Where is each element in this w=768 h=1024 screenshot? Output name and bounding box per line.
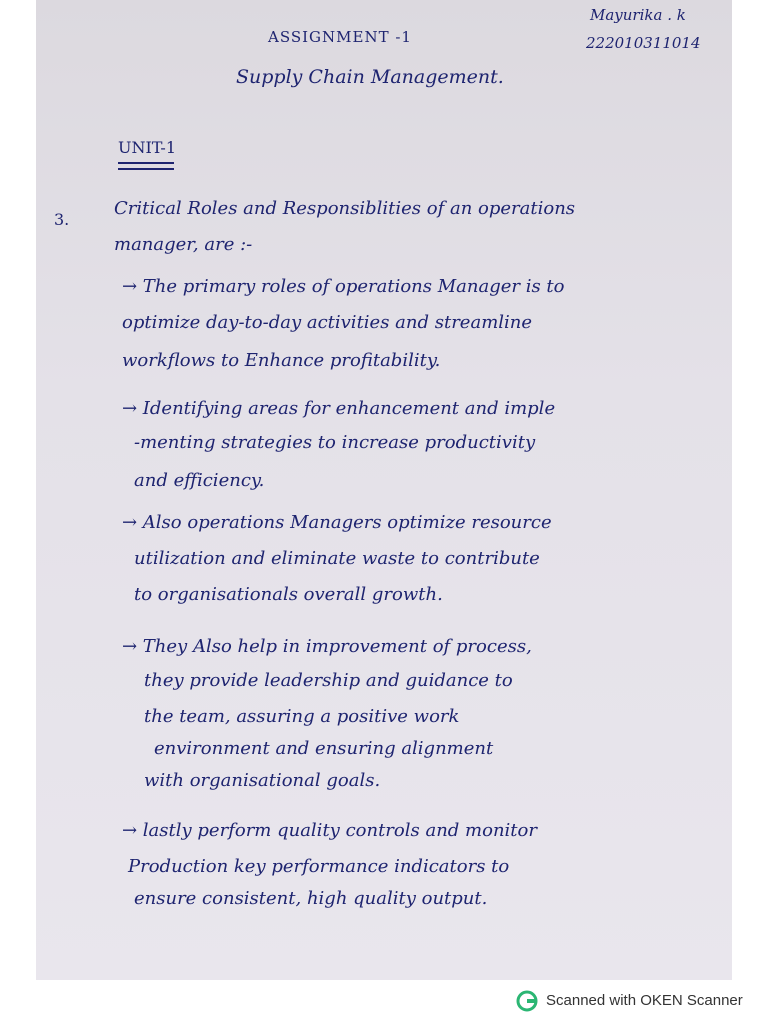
student-id: 222010311014 bbox=[586, 34, 701, 52]
body-line: utilization and eliminate waste to contribute bbox=[134, 548, 540, 569]
oken-logo-icon bbox=[516, 990, 538, 1012]
body-line: → The primary roles of operations Manager is to bbox=[122, 276, 565, 297]
unit-underline bbox=[118, 162, 174, 164]
question-number: 3. bbox=[54, 210, 70, 229]
subject-title: Supply Chain Management. bbox=[236, 66, 504, 88]
body-line: and efficiency. bbox=[134, 470, 265, 491]
body-line: the team, assuring a positive work bbox=[144, 706, 460, 727]
body-line: → lastly perform quality controls and monitor bbox=[122, 820, 537, 841]
body-line: ensure consistent, high quality output. bbox=[134, 888, 488, 909]
unit-heading: UNIT-1 bbox=[118, 138, 176, 157]
body-line: → Identifying areas for enhancement and imple bbox=[122, 398, 556, 419]
scanned-page bbox=[36, 0, 732, 980]
unit-underline-2 bbox=[118, 168, 174, 170]
assignment-title: ASSIGNMENT -1 bbox=[268, 28, 412, 46]
body-line: with organisational goals. bbox=[144, 770, 381, 791]
body-line: they provide leadership and guidance to bbox=[144, 670, 513, 691]
body-line: Critical Roles and Responsiblities of an operations bbox=[114, 198, 576, 219]
body-line: to organisationals overall growth. bbox=[134, 584, 443, 605]
body-line: environment and ensuring alignment bbox=[154, 738, 494, 759]
body-line: optimize day-to-day activities and streamline bbox=[122, 312, 533, 333]
scanner-watermark: Scanned with OKEN Scanner bbox=[546, 992, 743, 1009]
body-line: → Also operations Managers optimize resource bbox=[122, 512, 552, 533]
body-line: manager, are :- bbox=[114, 234, 253, 255]
body-line: Production key performance indicators to bbox=[128, 856, 510, 877]
student-name: Mayurika . k bbox=[590, 6, 686, 24]
body-line: -menting strategies to increase productivity bbox=[134, 432, 536, 453]
body-line: workflows to Enhance profitability. bbox=[122, 350, 441, 371]
body-line: → They Also help in improvement of process, bbox=[122, 636, 532, 657]
